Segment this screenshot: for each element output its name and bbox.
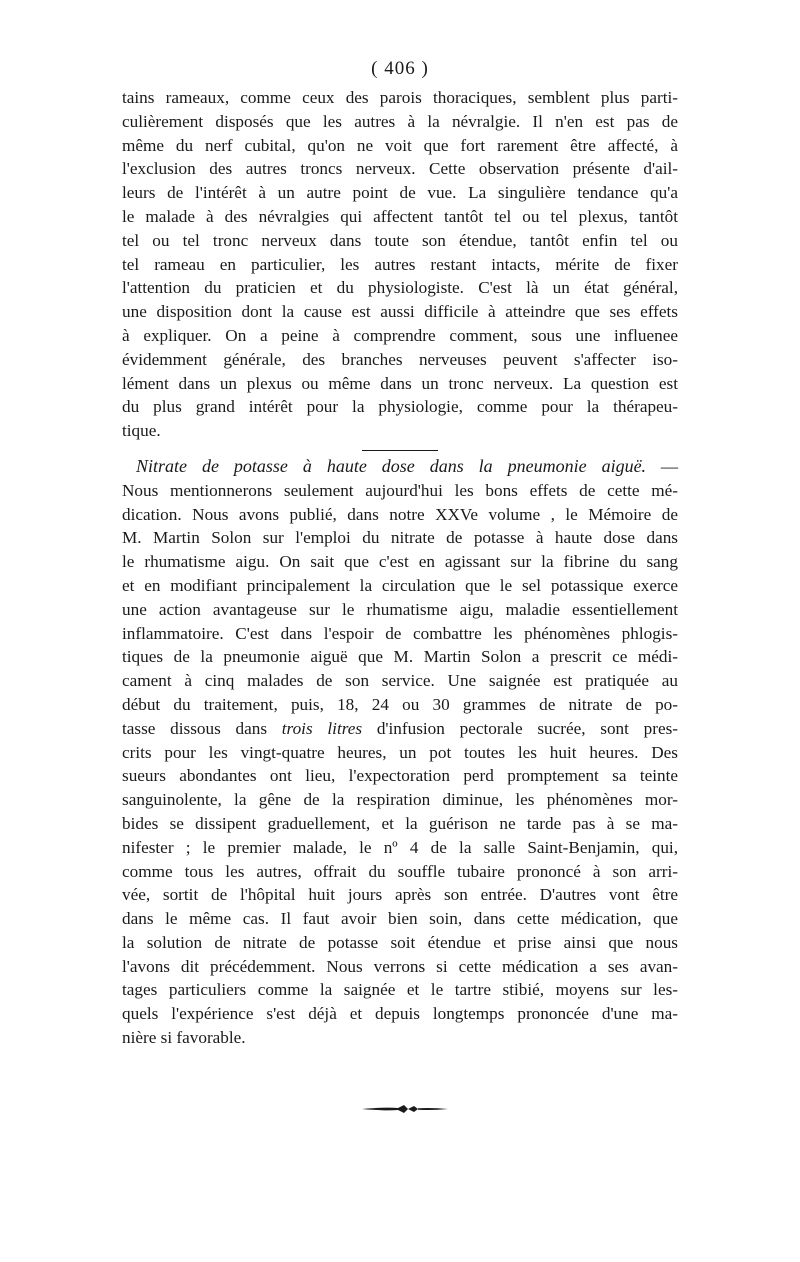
text-line: M. Martin Solon sur l'emploi du nitrate de potasse à haute dose dans — [122, 528, 678, 548]
text-line: tel ou tel tronc nerveux dans toute son étendue, tantôt enfin tel ou — [122, 230, 678, 250]
text-line: l'attention du praticien et du physiologiste. C'est là un état général, — [122, 278, 678, 298]
text-line: le malade à des névralgies qui affectent tantôt tel ou tel plexus, tantôt — [122, 206, 678, 226]
text-line: tiques de la pneumonie aiguë que M. Martin Solon a prescrit ce médi- — [122, 647, 678, 667]
text-line: comme tous les autres, offrait du souffle tubaire prononcé à son arri- — [122, 861, 678, 881]
text-line: une action avantageuse sur le rhumatisme aigu, maladie essentiellement — [122, 599, 678, 619]
text-line: tages particuliers comme la saignée et le tartre stibié, moyens sur les- — [122, 980, 678, 1000]
text-line: Nous mentionnerons seulement aujourd'hui les bons effets de cette mé- — [122, 480, 678, 500]
text-line: début du traitement, puis, 18, 24 ou 30 grammes de nitrate de po- — [122, 694, 678, 714]
text-line-with-italic — [122, 717, 678, 741]
text-line: culièrement disposés que les autres à la névralgie. Il n'en est pas de — [122, 111, 678, 131]
text-column — [122, 86, 678, 1050]
text-line: même du nerf cubital, qu'on ne voit que fort rarement être affecté, à — [122, 135, 678, 155]
text-line: et en modifiant principalement la circulation que le sel potassique exerce — [122, 575, 678, 595]
text-line: crits pour les vingt-quatre heures, un pot toutes les huit heures. Des — [122, 742, 678, 762]
text-line: dication. Nous avons publié, dans notre XXVe volume , le Mémoire de — [122, 504, 678, 524]
italic-emphasis: trois litres — [281, 718, 363, 738]
paragraph-nitrate — [122, 455, 678, 1050]
text-line: nifester ; le premier malade, le nº 4 de la salle Saint-Benjamin, qui, — [122, 837, 678, 857]
heading-dash: — — [660, 456, 679, 476]
text-line: vée, sortit de l'hôpital huit jours après son entrée. D'autres vont être — [122, 885, 678, 905]
text-line: l'exclusion des autres troncs nerveux. Cette observation présente d'ail- — [122, 159, 678, 179]
text-line: bides se dissipent graduellement, et la guérison ne tarde pas à se ma- — [122, 813, 678, 833]
text-line: la solution de nitrate de potasse soit étendue et prise ainsi que nous — [122, 932, 678, 952]
end-ornament-icon — [360, 1104, 450, 1114]
text-line: inflammatoire. C'est dans l'espoir de combattre les phénomènes phlogis- — [122, 623, 678, 643]
text-line: tel rameau en particulier, les autres restant intacts, mérite de fixer — [122, 254, 678, 274]
text-line: évidemment générale, des branches nerveuses peuvent s'affecter iso- — [122, 349, 678, 369]
section-title: Nitrate de potasse à haute dose dans la pneumonie aiguë. — [136, 455, 647, 476]
text-line: une disposition dont la cause est aussi difficile à atteindre que ses effets — [122, 302, 678, 322]
text-line: leurs de l'intérêt à un autre point de vue. La singulière tendance qu'a — [122, 183, 678, 203]
paragraph-neuralgia — [122, 86, 678, 443]
section-heading — [122, 455, 678, 479]
text-fragment: tasse dissous dans — [122, 718, 282, 738]
page-number: ( 406 ) — [371, 58, 429, 79]
text-line: le rhumatisme aigu. On sait que c'est en agissant sur la fibrine du sang — [122, 552, 678, 572]
text-line: dans le même cas. Il faut avoir bien soin, dans cette médication, que — [122, 909, 678, 929]
text-line: l'avons dit précédemment. Nous verrons si cette médication a ses avan- — [122, 956, 678, 976]
text-line: sueurs abondantes ont lieu, l'expectoration perd promptement sa teinte — [122, 766, 678, 786]
text-line: cament à cinq malades de son service. Une saignée est pratiquée au — [122, 671, 678, 691]
text-line: à expliquer. On a peine à comprendre comment, sous une influenee — [122, 325, 678, 345]
section-divider — [362, 450, 438, 451]
text-line: tique. — [122, 421, 161, 441]
text-line: tains rameaux, comme ceux des parois thoraciques, semblent plus parti- — [122, 88, 678, 107]
text-line: du plus grand intérêt pour la physiologie, comme pour la thérapeu- — [122, 397, 678, 417]
text-line: sanguinolente, la gêne de la respiration diminue, les phénomènes mor- — [122, 790, 678, 810]
text-line: quels l'expérience s'est déjà et depuis longtemps prononcée d'une ma- — [122, 1004, 678, 1024]
text-line: lément dans un plexus ou même dans un tronc nerveux. La question est — [122, 373, 678, 393]
text-fragment: d'infusion pectorale sucrée, sont pres- — [362, 718, 679, 738]
text-line: nière si favorable. — [122, 1028, 246, 1048]
